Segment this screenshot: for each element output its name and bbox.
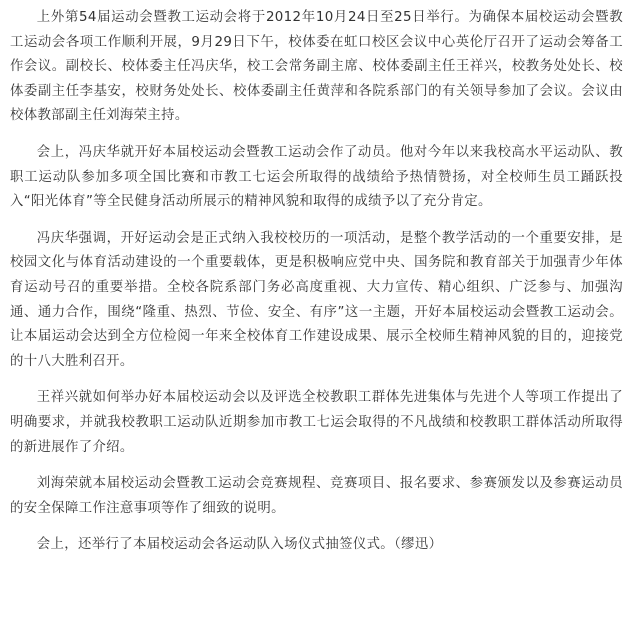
paragraph-emphasis: 冯庆华强调，开好运动会是正式纳入我校校历的一项活动，是整个教学活动的一个重要安排，是校园文化与体育活动建设的一个重要载体，更是积极响应党中央、国务院和教育部关于加强青少年体育运动号召的重要举措。全校各院系部门务必高度重视、大力宣传、精心组织、广泛参与、加强沟通、通力合作，围绕“隆重、热烈、节俭、安全、有序”这一主题，开好本届校运动会暨教工运动会。让本届运动会达到全方位检阅一年来全校体育工作建设成果、展示全校师生精神风貌的目的，迎接党的十八大胜利召开。: [10, 230, 623, 369]
paragraph-mobilization-speech: 会上，冯庆华就开好本届校运动会暨教工运动会作了动员。他对今年以来我校高水平运动队、教职工运动队参加多项全国比赛和市教工七运会所取得的战绩给予热情赞扬，对全校师生员工踊跃投入“阳光体育”等全民健身活动所展示的精神风貌和取得的成绩予以了充分肯定。: [10, 144, 623, 210]
paragraph-competition-rules: 刘海荣就本届校运动会暨教工运动会竞赛规程、竞赛项目、报名要求、参赛颁发以及参赛运动员的安全保障工作注意事项等作了细致的说明。: [10, 476, 623, 516]
paragraph-requirements: 王祥兴就如何举办好本届校运动会以及评选全校教职工群体先进集体与先进个人等项工作提出了明确要求，并就我校教职工运动队近期参加市教工七运会取得的不凡战绩和校教职工群体活动所取得的新进展作了介绍。: [10, 390, 623, 455]
paragraph-draw-ceremony: 会上，还举行了本届校运动会各运动队入场仪式抽签仪式。（缪迅）: [36, 537, 443, 553]
paragraph-meeting-intro: 上外第54届运动会暨教工运动会将于2012年10月24日至25日举行。为确保本届校运动会暨教工运动会各项工作顺利开展，9月29日下午，校体委在虹口校区会议中心英伦厅召开了运动会筹备工作会议。副校长、校体委主任冯庆华，校工会常务副主席、校体委副主任王祥兴，校教务处处长、校体委副主任李基安，校财务处处长、校体委副主任黄萍和各院系部门的有关领导参加了会议。会议由校体教部副主任刘海荣主持。: [10, 10, 623, 124]
